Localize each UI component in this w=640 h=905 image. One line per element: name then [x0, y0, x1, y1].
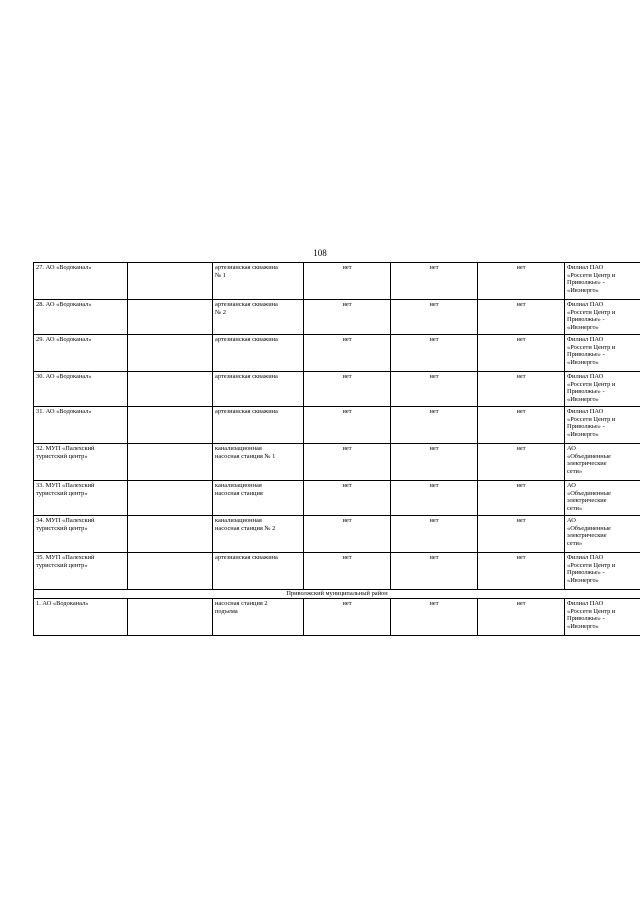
table-row: [34, 407, 640, 444]
value-cell: нет: [304, 516, 391, 553]
empty-cell: [128, 263, 213, 300]
organization-cell-line: 33. МУП «Палехский: [36, 482, 95, 489]
object-cell-line: насосная станция: [215, 489, 263, 497]
table-row: [34, 599, 640, 636]
organization-cell-line: 35. МУП «Палехский: [36, 554, 95, 561]
value-cell: нет: [478, 407, 565, 444]
supplier-cell-line: Филиал ПАО: [567, 600, 604, 607]
value-cell: нет: [478, 599, 565, 636]
table-row: [34, 263, 640, 300]
supplier-cell: [565, 444, 640, 481]
object-cell-line: артезианская скважина: [215, 264, 278, 271]
supplier-cell-line: Приволжье» -: [567, 279, 605, 287]
value-cell: нет: [304, 263, 391, 300]
empty-cell: [128, 553, 213, 590]
empty-cell: [128, 407, 213, 444]
table-row: [34, 335, 640, 372]
value-cell: нет: [304, 444, 391, 481]
supplier-cell-line: электрические: [567, 532, 607, 540]
value-cell: нет: [391, 444, 478, 481]
supplier-cell-line: Приволжье» -: [567, 423, 605, 431]
object-cell-line: № 2: [215, 308, 226, 316]
object-cell-line: артезианская скважина: [215, 336, 278, 343]
object-cell: [213, 300, 304, 335]
supplier-cell-line: «Россети Центр и: [567, 343, 616, 351]
value-cell: нет: [391, 599, 478, 636]
supplier-cell-line: электрические: [567, 497, 607, 505]
value-cell: нет: [304, 599, 391, 636]
object-cell: [213, 481, 304, 516]
empty-cell: [128, 335, 213, 372]
supplier-cell-line: «Ивэнерго»: [567, 359, 599, 367]
supplier-cell-line: АО: [567, 482, 576, 489]
value-cell: нет: [304, 553, 391, 590]
object-cell-line: насосная станция № 1: [215, 452, 276, 460]
organization-cell-line: 1. АО «Водоканал»: [36, 600, 89, 607]
supplier-cell-line: «Россети Центр и: [567, 308, 616, 316]
supplier-cell-line: Приволжье» -: [567, 569, 605, 577]
supplier-cell-line: электрические: [567, 460, 607, 468]
organization-cell-line: туристский центр»: [36, 561, 88, 569]
value-cell: нет: [391, 481, 478, 516]
table-body: [34, 263, 640, 636]
value-cell: нет: [391, 516, 478, 553]
empty-cell: [128, 516, 213, 553]
empty-cell: [128, 300, 213, 335]
object-cell-line: артезианская скважина: [215, 373, 278, 380]
table-row: [34, 553, 640, 590]
table-row: [34, 300, 640, 335]
supplier-cell: [565, 335, 640, 372]
page-number: 108: [313, 248, 327, 258]
supplier-cell-line: Приволжье» -: [567, 351, 605, 359]
value-cell: нет: [304, 372, 391, 407]
organization-cell: [34, 263, 128, 300]
supplier-cell-line: Филиал ПАО: [567, 301, 604, 308]
object-cell-line: насосная станция № 2: [215, 524, 276, 532]
value-cell: нет: [304, 407, 391, 444]
empty-cell: [128, 372, 213, 407]
organization-cell-line: 32. МУП «Палехский: [36, 445, 95, 452]
supplier-cell-line: Филиал ПАО: [567, 336, 604, 343]
object-cell-line: подъема: [215, 607, 238, 615]
empty-cell: [128, 599, 213, 636]
object-cell: [213, 553, 304, 590]
supplier-cell-line: Филиал ПАО: [567, 373, 604, 380]
supplier-cell-line: Филиал ПАО: [567, 554, 604, 561]
object-cell: [213, 335, 304, 372]
value-cell: нет: [478, 516, 565, 553]
empty-cell: [128, 481, 213, 516]
supplier-cell-line: Филиал ПАО: [567, 264, 604, 271]
organization-cell-line: 30. АО «Водоканал»: [36, 373, 92, 380]
organization-cell: [34, 372, 128, 407]
object-cell: [213, 444, 304, 481]
supplier-cell: [565, 599, 640, 636]
organization-cell: [34, 481, 128, 516]
object-cell: [213, 599, 304, 636]
value-cell: нет: [478, 553, 565, 590]
supplier-cell-line: «Россети Центр и: [567, 561, 616, 569]
supplier-cell-line: «Объединенные: [567, 452, 611, 460]
value-cell: нет: [391, 300, 478, 335]
organization-cell-line: туристский центр»: [36, 524, 88, 532]
organization-cell: [34, 553, 128, 590]
object-cell: [213, 372, 304, 407]
supplier-cell: [565, 300, 640, 335]
supplier-cell-line: Приволжье» -: [567, 615, 605, 623]
supplier-cell: [565, 263, 640, 300]
value-cell: нет: [478, 444, 565, 481]
supplier-cell: [565, 407, 640, 444]
object-cell-line: артезианская скважина: [215, 408, 278, 415]
section-title: Приволжский муниципальный район: [34, 590, 640, 599]
supplier-cell-line: сети»: [567, 540, 583, 548]
organization-cell-line: туристский центр»: [36, 452, 88, 460]
organization-cell: [34, 444, 128, 481]
supplier-cell-line: АО: [567, 517, 576, 524]
object-cell-line: артезианская скважина: [215, 301, 278, 308]
organization-cell-line: 31. АО «Водоканал»: [36, 408, 92, 415]
object-cell-line: насосная станция 2: [215, 600, 268, 607]
organization-cell: [34, 335, 128, 372]
supplier-cell: [565, 372, 640, 407]
object-cell-line: канализационная: [215, 517, 262, 524]
value-cell: нет: [478, 481, 565, 516]
object-cell-line: канализационная: [215, 445, 262, 452]
supplier-cell-line: «Объединенные: [567, 489, 611, 497]
supplier-cell-line: Приволжье» -: [567, 388, 605, 396]
supplier-cell-line: «Ивэнерго»: [567, 324, 599, 332]
supplier-cell-line: «Ивэнерго»: [567, 577, 599, 585]
supplier-cell-line: «Объединенные: [567, 524, 611, 532]
value-cell: нет: [304, 335, 391, 372]
value-cell: нет: [478, 263, 565, 300]
object-cell: [213, 407, 304, 444]
supplier-cell-line: «Ивэнерго»: [567, 287, 599, 295]
supplier-cell-line: «Ивэнерго»: [567, 396, 599, 404]
supplier-cell-line: «Россети Центр и: [567, 415, 616, 423]
infrastructure-table: [33, 262, 640, 636]
value-cell: нет: [391, 372, 478, 407]
value-cell: нет: [391, 553, 478, 590]
supplier-cell-line: Филиал ПАО: [567, 408, 604, 415]
organization-cell-line: туристский центр»: [36, 489, 88, 497]
supplier-cell: [565, 516, 640, 553]
object-cell-line: канализационная: [215, 482, 262, 489]
table-row: [34, 372, 640, 407]
supplier-cell-line: АО: [567, 445, 576, 452]
supplier-cell-line: «Россети Центр и: [567, 380, 616, 388]
supplier-cell: [565, 481, 640, 516]
object-cell: [213, 263, 304, 300]
organization-cell: [34, 300, 128, 335]
supplier-cell-line: «Россети Центр и: [567, 271, 616, 279]
supplier-cell-line: «Ивэнерго»: [567, 623, 599, 631]
object-cell-line: № 1: [215, 271, 226, 279]
object-cell: [213, 516, 304, 553]
organization-cell: [34, 407, 128, 444]
value-cell: нет: [478, 372, 565, 407]
supplier-cell-line: Приволжье» -: [567, 316, 605, 324]
organization-cell-line: 29. АО «Водоканал»: [36, 336, 92, 343]
value-cell: нет: [478, 335, 565, 372]
supplier-cell-line: «Ивэнерго»: [567, 431, 599, 439]
value-cell: нет: [304, 481, 391, 516]
value-cell: нет: [391, 335, 478, 372]
organization-cell-line: 34. МУП «Палехский: [36, 517, 95, 524]
supplier-cell-line: сети»: [567, 505, 583, 513]
supplier-cell: [565, 553, 640, 590]
value-cell: нет: [478, 300, 565, 335]
value-cell: нет: [391, 263, 478, 300]
organization-cell: [34, 516, 128, 553]
table-row: [34, 516, 640, 553]
section-header-row: [34, 590, 640, 599]
organization-cell-line: 27. АО «Водоканал»: [36, 264, 92, 271]
supplier-cell-line: «Россети Центр и: [567, 607, 616, 615]
value-cell: нет: [304, 300, 391, 335]
value-cell: нет: [391, 407, 478, 444]
table-row: [34, 481, 640, 516]
organization-cell-line: 28. АО «Водоканал»: [36, 301, 92, 308]
empty-cell: [128, 444, 213, 481]
table-row: [34, 444, 640, 481]
object-cell-line: артезианская скважина: [215, 554, 278, 561]
supplier-cell-line: сети»: [567, 468, 583, 476]
organization-cell: [34, 599, 128, 636]
